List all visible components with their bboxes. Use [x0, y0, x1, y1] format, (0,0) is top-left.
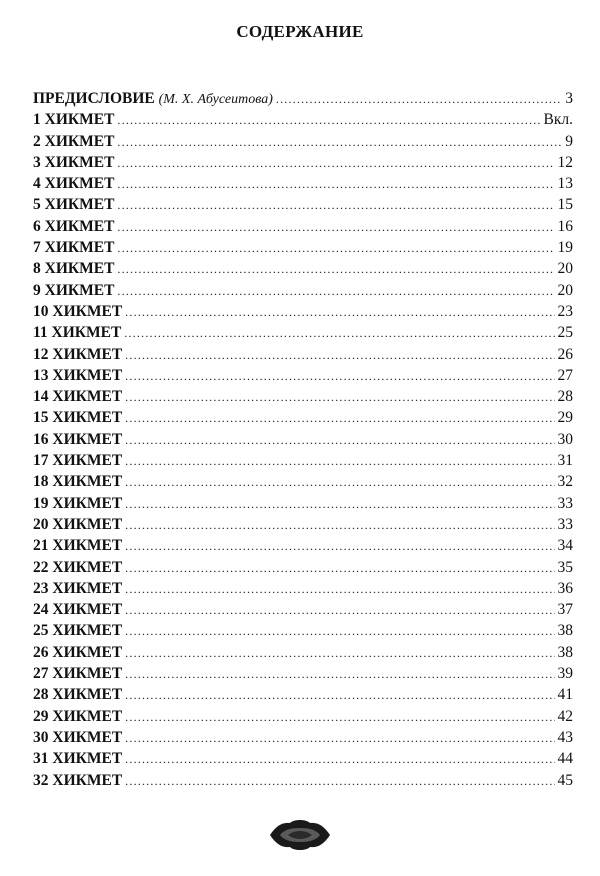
toc-entry-label: 1 ХИКМЕТ — [33, 111, 115, 129]
toc-entry — [33, 111, 573, 132]
dot-leader — [125, 348, 554, 363]
toc-entry-preface — [33, 90, 573, 111]
dot-leader — [117, 262, 554, 277]
toc-entry — [33, 580, 573, 601]
toc-entry — [33, 495, 573, 516]
toc-entry — [33, 622, 573, 643]
ornamental-page-folio-icon — [268, 818, 332, 852]
toc-entry-label: 31 ХИКМЕТ — [33, 750, 123, 768]
toc-entry-label: 17 ХИКМЕТ — [33, 452, 123, 470]
toc-entry — [33, 175, 573, 196]
dot-leader — [117, 156, 554, 171]
dot-leader — [276, 92, 562, 107]
toc-page-number: 34 — [557, 537, 573, 555]
dot-leader — [117, 198, 554, 213]
dot-leader — [125, 710, 554, 725]
toc-entry-label: 19 ХИКМЕТ — [33, 494, 123, 512]
dot-leader — [125, 774, 554, 789]
toc-page-number: 44 — [557, 750, 573, 768]
toc-page-number: 23 — [557, 302, 573, 320]
toc-entry — [33, 686, 573, 707]
toc-entry-label: 10 ХИКМЕТ — [33, 302, 123, 320]
preface-author: (М. Х. Абусеитова) — [158, 92, 273, 107]
toc-page-number: 38 — [557, 622, 573, 640]
dot-leader — [125, 688, 554, 703]
toc-page-number: 30 — [557, 430, 573, 448]
toc-entry-label: 12 ХИКМЕТ — [33, 345, 123, 363]
toc-entry-label — [33, 90, 273, 108]
toc-page-number: 42 — [557, 707, 573, 725]
toc-page-number: 37 — [557, 601, 573, 619]
toc-entry-label: 15 ХИКМЕТ — [33, 409, 123, 427]
toc-entry — [33, 516, 573, 537]
toc-page-number: 29 — [557, 409, 573, 427]
toc-entry-label: 23 ХИКМЕТ — [33, 579, 123, 597]
toc-entry-label: 8 ХИКМЕТ — [33, 260, 115, 278]
dot-leader — [125, 667, 554, 682]
toc-entry-label: 21 ХИКМЕТ — [33, 537, 123, 555]
toc-entry-label: 27 ХИКМЕТ — [33, 665, 123, 683]
toc-entry — [33, 133, 573, 154]
toc-entry — [33, 559, 573, 580]
toc-page-number: 31 — [557, 452, 573, 470]
toc-page-number: 45 — [557, 771, 573, 789]
toc-entry-label: 11 ХИКМЕТ — [33, 324, 122, 342]
toc-entry-label: 28 ХИКМЕТ — [33, 686, 123, 704]
table-of-contents — [33, 90, 573, 793]
dot-leader — [117, 177, 554, 192]
toc-entry-label: 6 ХИКМЕТ — [33, 217, 115, 235]
toc-entry — [33, 601, 573, 622]
toc-page-number: 32 — [557, 473, 573, 491]
dot-leader — [125, 603, 554, 618]
toc-page-number: 28 — [557, 388, 573, 406]
toc-page-number: 19 — [557, 239, 573, 257]
dot-leader — [117, 135, 562, 150]
toc-entry-label: 9 ХИКМЕТ — [33, 281, 115, 299]
toc-entry-label: 2 ХИКМЕТ — [33, 132, 115, 150]
preface-label: ПРЕДИСЛОВИЕ — [33, 90, 155, 107]
toc-entry-label: 13 ХИКМЕТ — [33, 366, 123, 384]
dot-leader — [125, 305, 554, 320]
toc-entry-label: 29 ХИКМЕТ — [33, 707, 123, 725]
toc-page-number: 41 — [557, 686, 573, 704]
dot-leader — [125, 369, 554, 384]
toc-page-number: 16 — [557, 217, 573, 235]
toc-entry-label: 18 ХИКМЕТ — [33, 473, 123, 491]
toc-page-number: 9 — [565, 132, 573, 150]
dot-leader — [117, 113, 540, 128]
toc-entry-label: 22 ХИКМЕТ — [33, 558, 123, 576]
toc-page-number: 27 — [557, 366, 573, 384]
toc-entry — [33, 218, 573, 239]
toc-entry-label: 14 ХИКМЕТ — [33, 388, 123, 406]
toc-page-number: 25 — [557, 324, 573, 342]
dot-leader — [124, 326, 554, 341]
dot-leader — [125, 624, 554, 639]
toc-entry-label: 5 ХИКМЕТ — [33, 196, 115, 214]
toc-entry — [33, 665, 573, 686]
toc-page-number: 33 — [557, 515, 573, 533]
toc-entry-label: 32 ХИКМЕТ — [33, 771, 123, 789]
dot-leader — [125, 475, 554, 490]
toc-entry — [33, 346, 573, 367]
dot-leader — [125, 497, 554, 512]
toc-entry — [33, 644, 573, 665]
toc-page-number: Вкл. — [543, 111, 573, 129]
toc-entry — [33, 282, 573, 303]
toc-entry — [33, 154, 573, 175]
toc-page-number: 38 — [557, 643, 573, 661]
toc-entry — [33, 388, 573, 409]
toc-entry — [33, 708, 573, 729]
dot-leader — [125, 454, 554, 469]
page-title: СОДЕРЖАНИЕ — [236, 22, 364, 41]
toc-entry-label: 30 ХИКМЕТ — [33, 728, 123, 746]
toc-entry — [33, 239, 573, 260]
toc-page-number: 3 — [565, 90, 573, 107]
toc-entry — [33, 537, 573, 558]
dot-leader — [125, 433, 554, 448]
toc-entry-label: 3 ХИКМЕТ — [33, 153, 115, 171]
toc-entry — [33, 303, 573, 324]
toc-entry — [33, 196, 573, 217]
dot-leader — [117, 241, 554, 256]
dot-leader — [125, 539, 554, 554]
dot-leader — [117, 284, 554, 299]
toc-page-number: 26 — [557, 345, 573, 363]
toc-page-number: 35 — [557, 558, 573, 576]
toc-page-number: 12 — [557, 153, 573, 171]
toc-entry — [33, 367, 573, 388]
toc-entry — [33, 409, 573, 430]
toc-entry-label: 16 ХИКМЕТ — [33, 430, 123, 448]
toc-page-number: 20 — [557, 260, 573, 278]
toc-entry-label: 4 ХИКМЕТ — [33, 175, 115, 193]
toc-entry — [33, 473, 573, 494]
toc-page-number: 43 — [557, 728, 573, 746]
toc-page-number: 15 — [557, 196, 573, 214]
dot-leader — [125, 518, 554, 533]
toc-entry — [33, 260, 573, 281]
dot-leader — [125, 390, 554, 405]
toc-entry — [33, 452, 573, 473]
dot-leader — [125, 411, 554, 426]
toc-entry-label: 20 ХИКМЕТ — [33, 515, 123, 533]
dot-leader — [125, 582, 554, 597]
toc-entry — [33, 324, 573, 345]
toc-page-number: 20 — [557, 281, 573, 299]
dot-leader — [125, 752, 554, 767]
toc-entry-label: 7 ХИКМЕТ — [33, 239, 115, 257]
toc-entry-label: 25 ХИКМЕТ — [33, 622, 123, 640]
dot-leader — [125, 731, 554, 746]
toc-entry-label: 24 ХИКМЕТ — [33, 601, 123, 619]
dot-leader — [125, 561, 554, 576]
toc-entry — [33, 431, 573, 452]
toc-entry — [33, 750, 573, 771]
toc-page-number: 39 — [557, 665, 573, 683]
toc-entry-label: 26 ХИКМЕТ — [33, 643, 123, 661]
toc-page-number: 36 — [557, 579, 573, 597]
toc-entry — [33, 729, 573, 750]
toc-page-number: 33 — [557, 494, 573, 512]
toc-page-number: 13 — [557, 175, 573, 193]
dot-leader — [125, 646, 554, 661]
toc-entry — [33, 772, 573, 793]
dot-leader — [117, 220, 554, 235]
